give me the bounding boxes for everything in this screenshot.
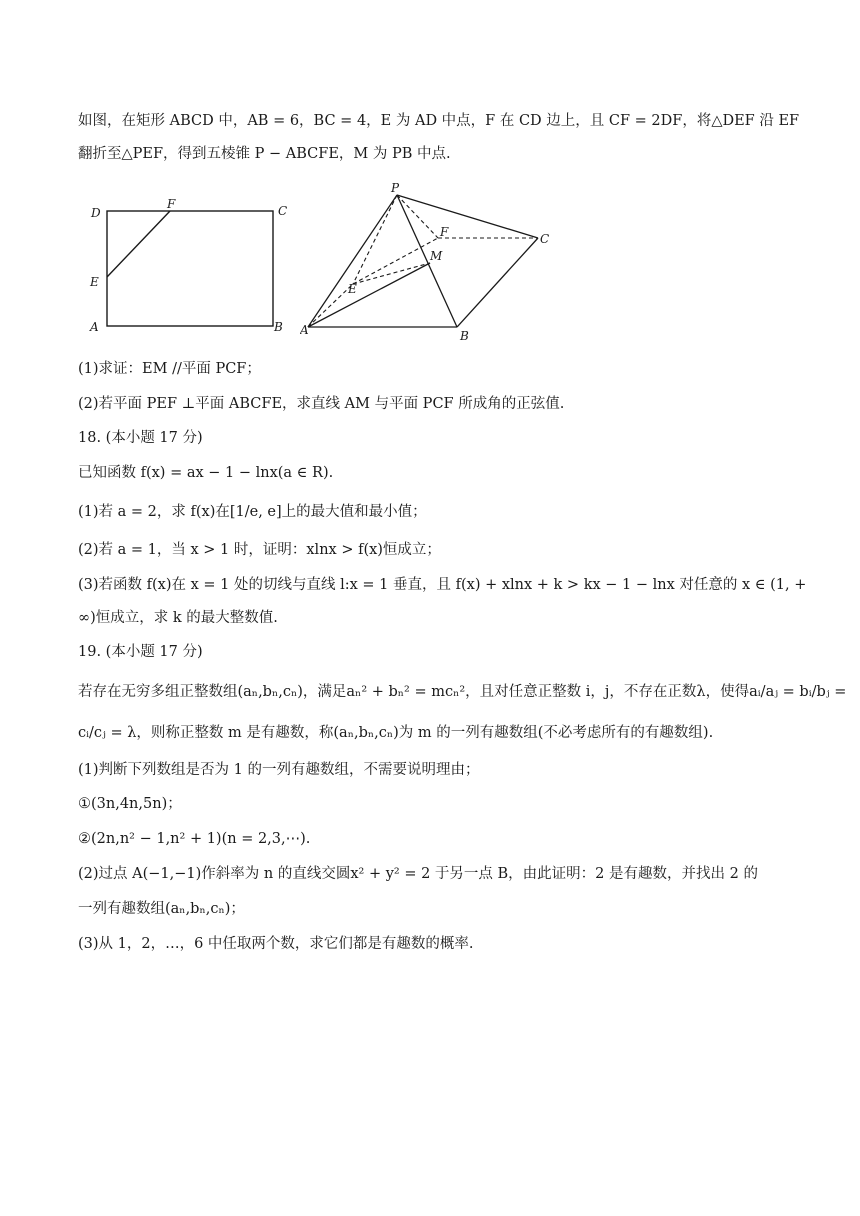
pyramid-figure	[300, 180, 570, 345]
q19-item-1: ①(3n,4n,5n)；	[78, 796, 182, 812]
label-e: E	[90, 275, 99, 289]
q19-item-2: ②(2n,n² − 1,n² + 1)(n = 2,3,⋯).	[78, 831, 311, 847]
edge-am	[308, 263, 430, 327]
dashed-ef	[353, 238, 438, 284]
label-m: M	[430, 249, 443, 263]
fold-line-ef	[107, 211, 170, 277]
label-b: B	[274, 320, 283, 334]
label-d: D	[91, 206, 101, 220]
q17-part-2: (2)若平面 PEF ⊥平面 ABCFE，求直线 AM 与平面 PCF 所成角的正弦值.	[78, 396, 565, 412]
edge-bc	[457, 238, 538, 327]
dashed-ae	[308, 284, 353, 327]
q18-part-3b: ∞)恒成立，求 k 的最大整数值.	[78, 610, 278, 626]
label-e: E	[348, 282, 357, 296]
edge-pa	[308, 195, 397, 327]
q18-part-2: (2)若 a = 1，当 x > 1 时，证明：xlnx > f(x)恒成立；	[78, 542, 441, 558]
q17-part-1: (1)求证：EM //平面 PCF；	[78, 361, 261, 377]
q19-part-1: (1)判断下列数组是否为 1 的一列有趣数组，不需要说明理由；	[78, 762, 480, 778]
label-p: P	[391, 181, 400, 195]
q18-part-3a: (3)若函数 f(x)在 x = 1 处的切线与直线 l:x = 1 垂直，且 f(x) + xlnx + k > kx − 1 − lnx 对任意的 x ∈ (1, +	[78, 577, 807, 593]
q19-part-3: (3)从 1，2，…，6 中任取两个数，求它们都是有趣数的概率.	[78, 936, 474, 952]
q19-part-2a: (2)过点 A(−1,−1)作斜率为 n 的直线交圆x² + y² = 2 于另一点 B，由此证明：2 是有趣数，并找出 2 的	[78, 866, 758, 882]
label-a: A	[300, 323, 309, 337]
label-a: A	[90, 320, 99, 334]
q19-stem-a: 若存在无穷多组正整数组(aₙ,bₙ,cₙ)，满足aₙ² + bₙ² = mcₙ²，且对任意正整数 i，j，不存在正数λ，使得aᵢ/aⱼ = bᵢ/bⱼ =	[78, 684, 847, 700]
dashed-em	[353, 263, 430, 284]
q18-stem: 已知函数 f(x) = ax − 1 − lnx(a ∈ R).	[78, 465, 334, 481]
intro-line-2: 翻折至△PEF，得到五棱锥 P − ABCFE，M 为 PB 中点.	[78, 146, 451, 162]
label-c: C	[278, 204, 288, 218]
rectangle-abcd	[107, 211, 273, 326]
label-f: F	[440, 225, 449, 239]
intro-line-1: 如图，在矩形 ABCD 中，AB = 6，BC = 4，E 为 AD 中点，F 在 CD 边上，且 CF = 2DF，将△DEF 沿 EF	[78, 113, 800, 129]
q18-part-1: (1)若 a = 2，求 f(x)在[1/e, e]上的最大值和最小值；	[78, 504, 427, 520]
edge-pb	[397, 195, 457, 327]
label-c: C	[540, 232, 550, 246]
q19-header: 19. (本小题 17 分)	[78, 644, 203, 660]
label-b: B	[460, 329, 469, 343]
dashed-pe	[353, 195, 397, 284]
q19-stem-b: cᵢ/cⱼ = λ，则称正整数 m 是有趣数，称(aₙ,bₙ,cₙ)为 m 的一列有趣数组(不必考虑所有的有趣数组).	[78, 725, 714, 741]
q19-part-2b: 一列有趣数组(aₙ,bₙ,cₙ)；	[78, 901, 245, 917]
q18-header: 18. (本小题 17 分)	[78, 430, 203, 446]
rectangle-figure	[80, 190, 300, 345]
label-f: F	[167, 197, 176, 211]
